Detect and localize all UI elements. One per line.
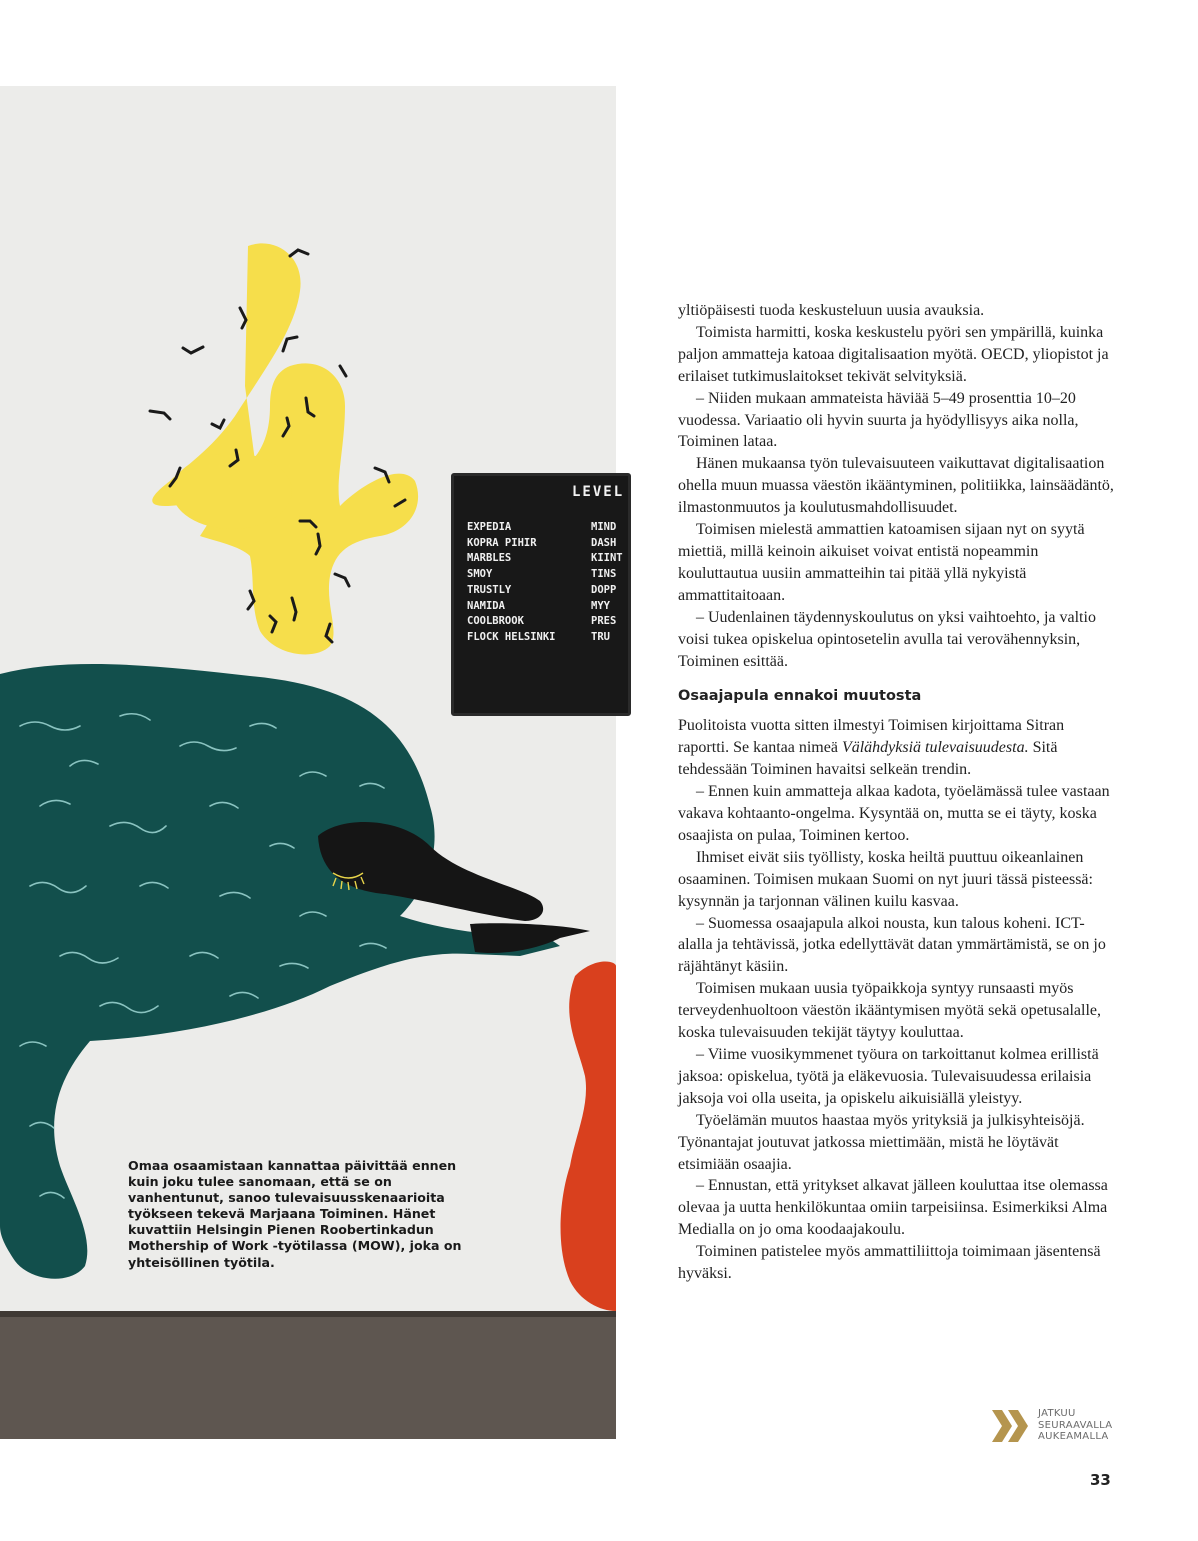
board-entry: TRUSTLY: [467, 583, 512, 596]
paragraph: – Suomessa osaajapula alkoi nousta, kun talous koheni. ICT-alalla ja tehtävissä, jotka edellyttävät datan ymmärtämistä, se on jo räjähtänyt käsiin.: [678, 914, 1106, 976]
continues-line: SEURAAVALLA: [1038, 1419, 1113, 1431]
photo-caption: Omaa osaamistaan kannattaa päivittää ennen kuin joku tulee sanomaan, että se on vanhentunut, sanoo tulevaisuusskenaarioita työkseen tekevä Marjaana Toiminen. Hänet kuvattiin Helsingin Pienen Roobertinkadun Mothership of Work -työtilassa (MOW), joka on yhteisöllinen työtila.: [128, 1158, 462, 1270]
board-entry: DASH: [591, 536, 617, 549]
board-entry: PRES: [591, 615, 617, 628]
double-chevron-icon: [990, 1408, 1032, 1444]
paragraph: – Viime vuosikymmenet työura on tarkoittanut kolmea erillistä jaksoa: opiskelua, työtä ja eläkevuosia. Tulevaisuudessa erilaisia jaksoja voi olla useita, ja opiskelu aikuisiällä yleistyy.: [678, 1046, 1099, 1107]
board-entry: TINS: [591, 568, 617, 581]
page-number: 33: [1090, 1471, 1111, 1489]
text-run: Puolitoista vuotta sitten ilmestyi Toimisen kirjoittama Sitran raportti. Se kantaa nimeä: [678, 717, 1065, 757]
yellow-four-painting: [152, 243, 418, 654]
board-entry: EXPEDIA: [467, 521, 512, 533]
text-run: Sitä tehdessään Toiminen havaitsi selkeän trendin.: [678, 739, 1058, 779]
paragraph: – Uudenlainen täydennyskoulutus on yksi vaihtoehto, ja valtio voisi tukea opiskelua opintosetelin avulla tai verovähennyksin, Toiminen esittää.: [678, 608, 1096, 670]
board-entry: MARBLES: [467, 552, 512, 565]
letter-board: [451, 473, 631, 716]
red-cactus-painting: [561, 962, 616, 1311]
article-body: [678, 300, 1118, 1285]
board-entry: COOLBROOK: [467, 615, 524, 628]
board-entry: TRU: [591, 630, 610, 643]
paragraph: Toimisen mielestä ammattien katoamisen sijaan nyt on syytä miettiä, millä keinoin aikuiset voivat entistä nopeammin kouluttautua uusiin ammatteihin tai pitää yllä nykyistä ammattitaitoaan.: [678, 521, 1085, 604]
paragraph: Toiminen patistelee myös ammattiliittoja toimimaan jäsentensä hyväksi.: [678, 1243, 1101, 1283]
continues-line: AUKEAMALLA: [1038, 1431, 1109, 1442]
paragraph: Hänen mukaansa työn tulevaisuuteen vaikuttavat digitalisaation ohella muun muassa väestön ikääntyminen, politiikka, lainsäädäntö, ilmastonmuutos ja koulutusmahdollisuudet.: [678, 455, 1114, 517]
board-entry: KIINT: [591, 552, 623, 565]
continues-next-spread: [990, 1408, 1112, 1444]
paragraph: yltiöpäisesti tuoda keskusteluun uusia avauksia.: [678, 302, 985, 319]
section-subheading: Osaajapula ennakoi muutosta: [678, 688, 922, 705]
paragraph: [678, 715, 1118, 781]
board-entry: MIND: [591, 521, 617, 533]
paragraph: Toimista harmitti, koska keskustelu pyöri sen ympärillä, kuinka paljon ammatteja katoaa digitalisaation myötä. OECD, yliopistot ja erilaiset tutkimuslaitokset tekivät selvityksiä.: [678, 323, 1109, 385]
board-left-column: [467, 520, 556, 646]
board-title: LEVEL: [572, 484, 625, 500]
board-entry: FLOCK HELSINKI: [467, 630, 556, 643]
report-title: Välähdyksiä tulevaisuudesta.: [841, 739, 1029, 757]
board-entry: NAMIDA: [467, 599, 505, 612]
board-entry: MYY: [591, 599, 610, 612]
board-entry: DOPP: [591, 583, 617, 596]
continues-label: [1038, 1408, 1112, 1443]
paragraph: Toimisen mukaan uusia työpaikkoja syntyy runsaasti myös terveydenhuoltoon väestön ikääntymisen myötä sekä opetusalalle, koska tulevaisuuden tekijät täytyy kouluttaa.: [678, 980, 1101, 1042]
board-entry: SMOY: [467, 568, 493, 581]
paragraph: – Ennen kuin ammatteja alkaa kadota, työelämässä tulee vastaan vakava kohtaanto-ongelma. Kysyntää on, mutta se ei täyty, koska osaajista on pulaa, Toiminen kertoo.: [678, 783, 1110, 844]
board-entry: KOPRA PIHIR: [467, 536, 537, 549]
paragraph: – Niiden mukaan ammateista häviää 5–49 prosenttia 10–20 vuodessa. Variaatio oli hyvin suurta ja hyödyllisyys aika nolla, Toiminen lataa.: [678, 389, 1079, 451]
board-right-column: [591, 520, 623, 646]
paragraph: – Ennustan, että yritykset alkavat jälleen kouluttaa itse olemassa olevaa ja uutta henkilökuntaa omiin tarpeisiinsa. Esimerkiksi Alma Medialla on jo oma koodaajakoulu.: [678, 1177, 1108, 1239]
continues-line: JATKUU: [1038, 1408, 1076, 1419]
paragraph: Ihmiset eivät siis työllisty, koska heiltä puuttuu oikeanlainen osaaminen. Toimisen mukaan Suomi on nyt juuri tässä pisteessä: kysynnän ja tarjonnan välinen kuilu kasvaa.: [678, 848, 1093, 910]
paragraph: Työelämän muutos haastaa myös yrityksiä ja julkisyhteisöjä. Työnantajat joutuvat jatkossa miettimään, mistä he löytävät etsimiään osaajia.: [678, 1111, 1085, 1173]
